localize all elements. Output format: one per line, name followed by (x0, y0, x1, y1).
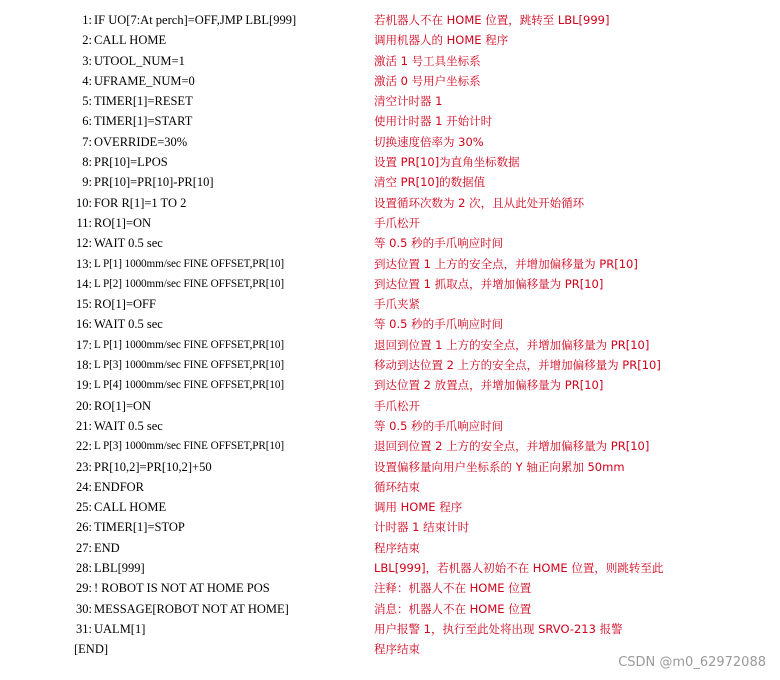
line-number: 29: (76, 581, 92, 596)
code-line (56, 254, 736, 274)
code-comment: 注释：机器人不在 HOME 位置 (374, 581, 532, 596)
line-number: 24: (76, 479, 92, 494)
code-line (56, 152, 736, 172)
code-line (56, 71, 736, 91)
end-statement: [END] (74, 642, 109, 657)
code-line (56, 51, 736, 71)
line-number: 17: (76, 337, 92, 352)
code-statement: END (94, 540, 120, 555)
line-number: 27: (76, 540, 92, 555)
code-comment: 手爪松开 (374, 398, 420, 413)
code-comment: 调用机器人的 HOME 程序 (374, 33, 509, 48)
code-line (56, 477, 736, 497)
code-statement: IF UO[7:At perch]=OFF,JMP LBL[999] (94, 13, 297, 27)
code-statement: MESSAGE[ROBOT NOT AT HOME] (94, 601, 289, 616)
code-comment: 移动到达位置 2 上方的安全点，并增加偏移量为 PR[10] (374, 358, 661, 373)
code-statement: WAIT 0.5 sec (94, 317, 163, 332)
code-comment: 程序结束 (374, 540, 420, 555)
line-number: 8: (82, 155, 92, 170)
code-line (56, 396, 736, 416)
code-statement: PR[10]=LPOS (94, 155, 168, 170)
code-comment: 循环结束 (374, 479, 420, 494)
code-line (56, 599, 736, 619)
code-statement: L P[3] 1000mm/sec FINE OFFSET,PR[10] (94, 440, 285, 453)
code-line (56, 294, 736, 314)
code-statement: TIMER[1]=START (94, 114, 193, 129)
line-number: 20: (76, 398, 92, 413)
code-statement: PR[10]=PR[10]-PR[10] (94, 175, 214, 190)
code-statement: RO[1]=ON (94, 398, 152, 413)
code-statement: L P[1] 1000mm/sec FINE OFFSET,PR[10] (94, 338, 285, 351)
code-comment: 退回到位置 1 上方的安全点，并增加偏移量为 PR[10] (374, 337, 650, 352)
program-listing (56, 10, 736, 660)
end-comment: 程序结束 (374, 642, 420, 657)
code-line (56, 213, 736, 233)
code-line (56, 619, 736, 639)
code-line (56, 193, 736, 213)
line-number: 12: (76, 236, 92, 251)
code-comment: LBL[999]，若机器人初始不在 HOME 位置，则跳转至此 (374, 561, 664, 576)
line-number: 23: (76, 459, 92, 474)
line-number: 2: (82, 33, 92, 48)
code-line (56, 436, 736, 456)
code-statement: L P[1] 1000mm/sec FINE OFFSET,PR[10] (94, 257, 285, 270)
code-line (56, 578, 736, 598)
line-number: 13: (76, 256, 92, 271)
line-number: 5: (82, 94, 92, 109)
code-line (56, 355, 736, 375)
code-line (56, 30, 736, 50)
code-comment: 退回到位置 2 上方的安全点，并增加偏移量为 PR[10] (374, 439, 650, 454)
line-number: 16: (76, 317, 92, 332)
code-comment: 消息：机器人不在 HOME 位置 (374, 601, 532, 616)
code-statement: UFRAME_NUM=0 (94, 73, 195, 88)
code-line (56, 558, 736, 578)
code-comment: 等 0.5 秒的手爪响应时间 (374, 236, 504, 251)
line-number: 10: (76, 195, 92, 210)
code-line (56, 538, 736, 558)
code-comment: 调用 HOME 程序 (374, 500, 463, 515)
code-comment: 手爪松开 (374, 215, 420, 230)
code-comment: 设置偏移量向用户坐标系的 Y 轴正向累加 50mm (374, 459, 625, 474)
code-line (56, 416, 736, 436)
code-line (56, 132, 736, 152)
code-comment: 清空 PR[10]的数据值 (374, 175, 486, 190)
code-statement: OVERRIDE=30% (94, 134, 188, 149)
line-number: 25: (76, 500, 92, 515)
code-statement: PR[10,2]=PR[10,2]+50 (94, 459, 212, 474)
watermark: CSDN @m0_62972088 (618, 655, 766, 670)
line-number: 3: (82, 53, 92, 68)
code-line (56, 517, 736, 537)
code-statement: TIMER[1]=RESET (94, 94, 193, 109)
code-statement: LBL[999] (94, 561, 145, 576)
code-line (56, 172, 736, 192)
code-line (56, 335, 736, 355)
line-number: 6: (82, 114, 92, 129)
line-number: 28: (76, 561, 92, 576)
code-comment: 到达位置 1 上方的安全点，并增加偏移量为 PR[10] (374, 256, 638, 271)
code-statement: UTOOL_NUM=1 (94, 53, 185, 68)
code-comment: 用户报警 1，执行至此处将出现 SRVO-213 报警 (374, 621, 623, 636)
line-number: 14: (76, 276, 92, 291)
code-comment: 等 0.5 秒的手爪响应时间 (374, 418, 504, 433)
code-line (56, 274, 736, 294)
line-number: 18: (76, 358, 92, 373)
code-comment: 切换速度倍率为 30% (374, 134, 484, 149)
code-statement: RO[1]=OFF (94, 297, 156, 312)
line-number: 4: (82, 73, 92, 88)
code-comment: 到达位置 1 抓取点，并增加偏移量为 PR[10] (374, 276, 604, 291)
code-line (56, 457, 736, 477)
code-comment: 激活 1 号工具坐标系 (374, 53, 481, 68)
code-statement: L P[2] 1000mm/sec FINE OFFSET,PR[10] (94, 277, 285, 290)
code-line (56, 111, 736, 131)
code-statement: ! ROBOT IS NOT AT HOME POS (94, 581, 270, 596)
code-line (56, 314, 736, 334)
line-number: 1: (82, 13, 92, 27)
code-statement: L P[3] 1000mm/sec FINE OFFSET,PR[10] (94, 359, 285, 372)
line-number: 30: (76, 601, 92, 616)
code-statement: UALM[1] (94, 621, 146, 636)
code-comment: 激活 0 号用户坐标系 (374, 73, 481, 88)
code-line (56, 233, 736, 253)
code-comment: 清空计时器 1 (374, 94, 443, 109)
code-statement: FOR R[1]=1 TO 2 (94, 195, 187, 210)
code-statement: WAIT 0.5 sec (94, 236, 163, 251)
code-comment: 若机器人不在 HOME 位置，跳转至 LBL[999] (374, 13, 610, 27)
code-comment: 设置 PR[10]为直角坐标数据 (374, 155, 520, 170)
line-number: 7: (82, 134, 92, 149)
code-comment: 使用计时器 1 开始计时 (374, 114, 493, 129)
code-line (56, 91, 736, 111)
code-line (56, 497, 736, 517)
line-number: 31: (76, 621, 92, 636)
line-number: 22: (76, 439, 92, 454)
line-number: 15: (76, 297, 92, 312)
code-comment: 到达位置 2 放置点，并增加偏移量为 PR[10] (374, 378, 604, 393)
code-statement: RO[1]=ON (94, 215, 152, 230)
code-comment: 等 0.5 秒的手爪响应时间 (374, 317, 504, 332)
line-number: 21: (76, 418, 92, 433)
code-statement: CALL HOME (94, 500, 167, 515)
code-statement: ENDFOR (94, 479, 145, 494)
code-line (56, 375, 736, 395)
code-line (56, 10, 736, 30)
code-statement: CALL HOME (94, 33, 167, 48)
line-number: 9: (82, 175, 92, 190)
code-comment: 设置循环次数为 2 次，且从此处开始循环 (374, 195, 585, 210)
line-number: 26: (76, 520, 92, 535)
line-number: 19: (76, 378, 92, 393)
code-statement: L P[4] 1000mm/sec FINE OFFSET,PR[10] (94, 379, 285, 392)
code-statement: TIMER[1]=STOP (94, 520, 185, 535)
code-comment: 手爪夹紧 (374, 297, 420, 312)
line-number: 11: (76, 215, 92, 230)
code-statement: WAIT 0.5 sec (94, 418, 163, 433)
code-comment: 计时器 1 结束计时 (374, 520, 470, 535)
